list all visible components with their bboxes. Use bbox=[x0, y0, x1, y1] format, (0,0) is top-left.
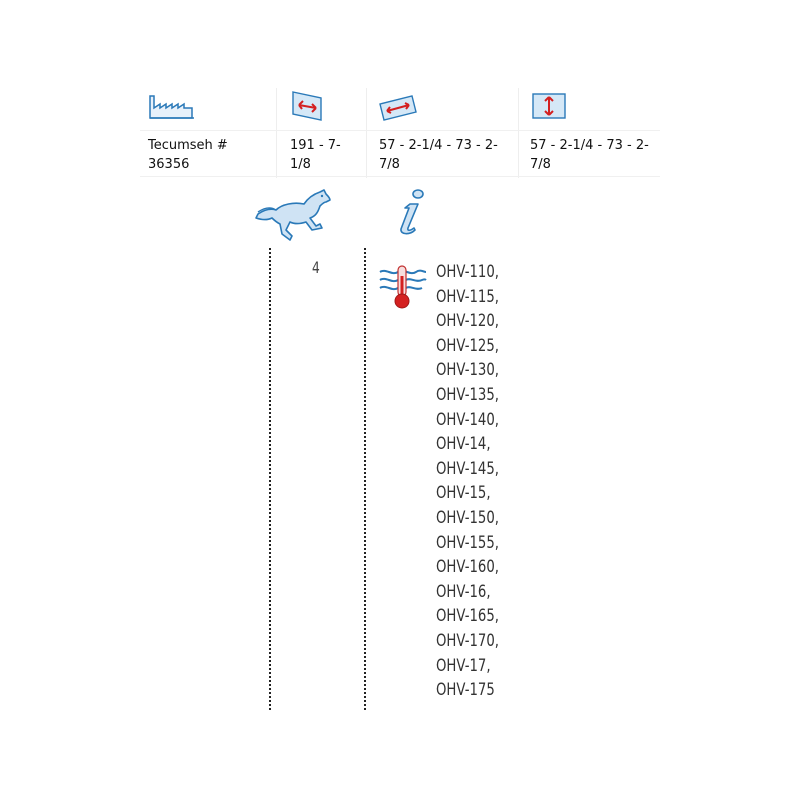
list-item: OHV-130, bbox=[436, 360, 500, 381]
horizontal-width-icon bbox=[378, 90, 418, 122]
list-item: OHV-110, bbox=[436, 262, 500, 282]
horizontal-length-icon bbox=[290, 90, 326, 122]
list-item: OHV-170, bbox=[436, 630, 500, 651]
info-icon bbox=[390, 188, 430, 236]
column-divider bbox=[276, 88, 277, 178]
list-item: OHV-14, bbox=[436, 434, 491, 455]
factory-icon bbox=[148, 90, 184, 122]
list-item: OHV-125, bbox=[436, 335, 500, 356]
dotted-divider bbox=[269, 248, 271, 710]
height-text: 57 - 2-1/4 - 73 - 2-7/8 bbox=[530, 138, 649, 172]
column-divider bbox=[518, 88, 519, 178]
quantity-value: 4 bbox=[312, 258, 320, 277]
list-item: OHV-150, bbox=[436, 507, 500, 528]
row-divider bbox=[140, 130, 660, 131]
vertical-height-icon bbox=[531, 90, 567, 122]
list-item: OHV-17, bbox=[436, 655, 491, 676]
horse-icon bbox=[254, 188, 334, 242]
list-item: OHV-165, bbox=[436, 606, 500, 627]
width-text: 57 - 2-1/4 - 73 - 2-7/8 bbox=[379, 138, 498, 172]
list-item: OHV-175 bbox=[436, 680, 495, 701]
list-item: OHV-120, bbox=[436, 311, 500, 332]
length-text: 191 - 7-1/8 bbox=[290, 138, 341, 172]
list-item: OHV-15, bbox=[436, 483, 491, 504]
thermometer-icon bbox=[378, 264, 428, 310]
list-item: OHV-160, bbox=[436, 557, 500, 578]
list-item: OHV-145, bbox=[436, 458, 500, 479]
row-divider bbox=[140, 176, 660, 177]
column-divider bbox=[366, 88, 367, 178]
model-list bbox=[436, 260, 517, 703]
list-item: OHV-135, bbox=[436, 384, 500, 405]
list-item: OHV-155, bbox=[436, 532, 500, 553]
dotted-divider bbox=[364, 248, 366, 710]
list-item: OHV-140, bbox=[436, 409, 500, 430]
part-number-text: Tecumseh # 36356 bbox=[148, 138, 228, 172]
list-item: OHV-16, bbox=[436, 581, 491, 602]
list-item: OHV-115, bbox=[436, 286, 500, 307]
